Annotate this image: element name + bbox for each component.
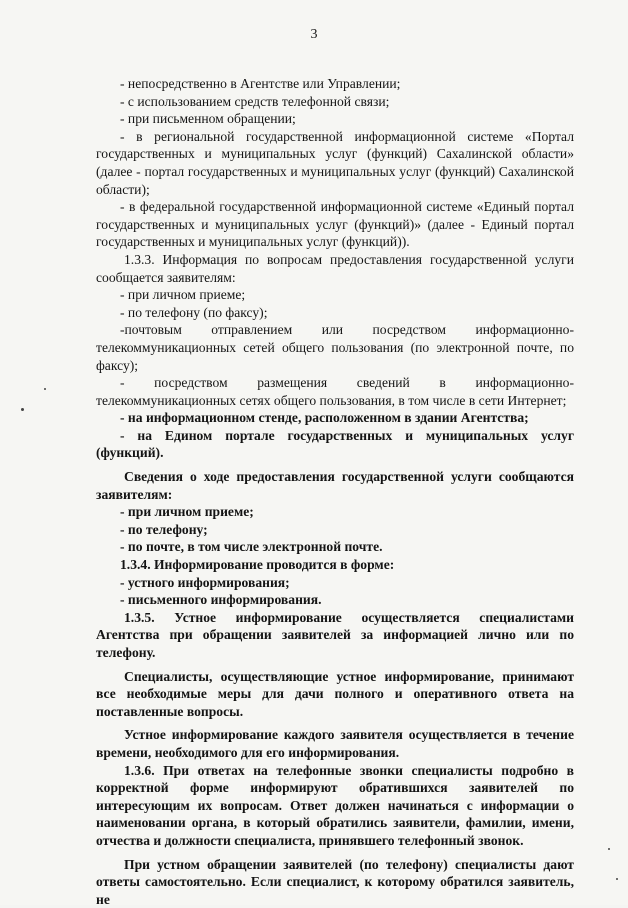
list-item: -почтовым отправлением или посредством информационно-телекоммуникационных сетей общего пользования (по электронной почте, по факсу); [96, 322, 574, 373]
paragraph: 1.3.3. Информация по вопросам предоставления государственной услуги сообщается заявителям: [96, 251, 574, 285]
list-item: - по почте, в том числе электронной почте. [120, 539, 383, 555]
list-item: - при письменном обращении; [120, 111, 296, 127]
list-item: - по телефону; [120, 521, 208, 537]
body-text [96, 75, 574, 908]
scan-speck [616, 878, 618, 880]
paragraph: 1.3.4. Информирование проводится в форме: [120, 557, 395, 573]
paragraph: Устное информирование каждого заявителя осуществляется в течение времени, необходимого для его информирования. [96, 727, 574, 760]
list-item: - посредством размещения сведений в информационно-телекоммуникационных сетях общего пользования, в том числе в сети Интернет; [96, 375, 574, 408]
paragraph: 1.3.6. При ответах на телефонные звонки специалисты подробно в корректной форме информируют обратившихся заявителей по интересующим их вопросам. Ответ должен начинаться с информации о наименовании органа, в который обратились заявители, фамилии, имени, отчества и должности специалиста, принявшего телефонный звонок. [96, 762, 574, 848]
list-item: - при личном приеме; [120, 504, 254, 520]
list-item: - с использованием средств телефонной связи; [120, 93, 390, 109]
list-item: - непосредственно в Агентстве или Управлении; [120, 76, 401, 91]
scan-speck [44, 388, 46, 390]
list-item: - устного информирования; [120, 574, 290, 590]
paragraph: Специалисты, осуществляющие устное информирование, принимают все необходимые меры для дачи полного и оперативного ответа на поставленные вопросы. [96, 668, 574, 719]
page-number: 3 [310, 27, 318, 42]
list-item: - в федеральной государственной информационной системе «Единый портал государственных и муниципальных услуг (функций)» (далее - Единый портал государственных и муниципальных услуг (функций)). [96, 199, 574, 250]
list-item: - при личном приеме; [120, 287, 246, 303]
list-item: - по телефону (по факсу); [120, 304, 268, 320]
scan-speck [21, 408, 24, 411]
list-item: - на Едином портале государственных и муниципальных услуг (функций). [96, 427, 574, 461]
paragraph: Сведения о ходе предоставления государственной услуги сообщаются заявителям: [96, 469, 574, 502]
scan-speck [608, 848, 610, 850]
list-item: - на информационном стенде, расположенном в здании Агентства; [120, 410, 529, 426]
paragraph: 1.3.5. Устное информирование осуществляется специалистами Агентства при обращении заявителей за информацией лично или по телефону. [96, 609, 574, 660]
list-item: - в региональной государственной информационной системе «Портал государственных и муниципальных услуг (функций) Сахалинской области» (далее - портал государственных и муниципальных услуг (функций) Сахалинской области); [96, 128, 574, 197]
paragraph: При устном обращении заявителей (по телефону) специалисты дают ответы самостоятельно. Если специалист, к которому обратился заявитель, не [96, 856, 574, 907]
list-item: - письменного информирования. [120, 592, 322, 608]
